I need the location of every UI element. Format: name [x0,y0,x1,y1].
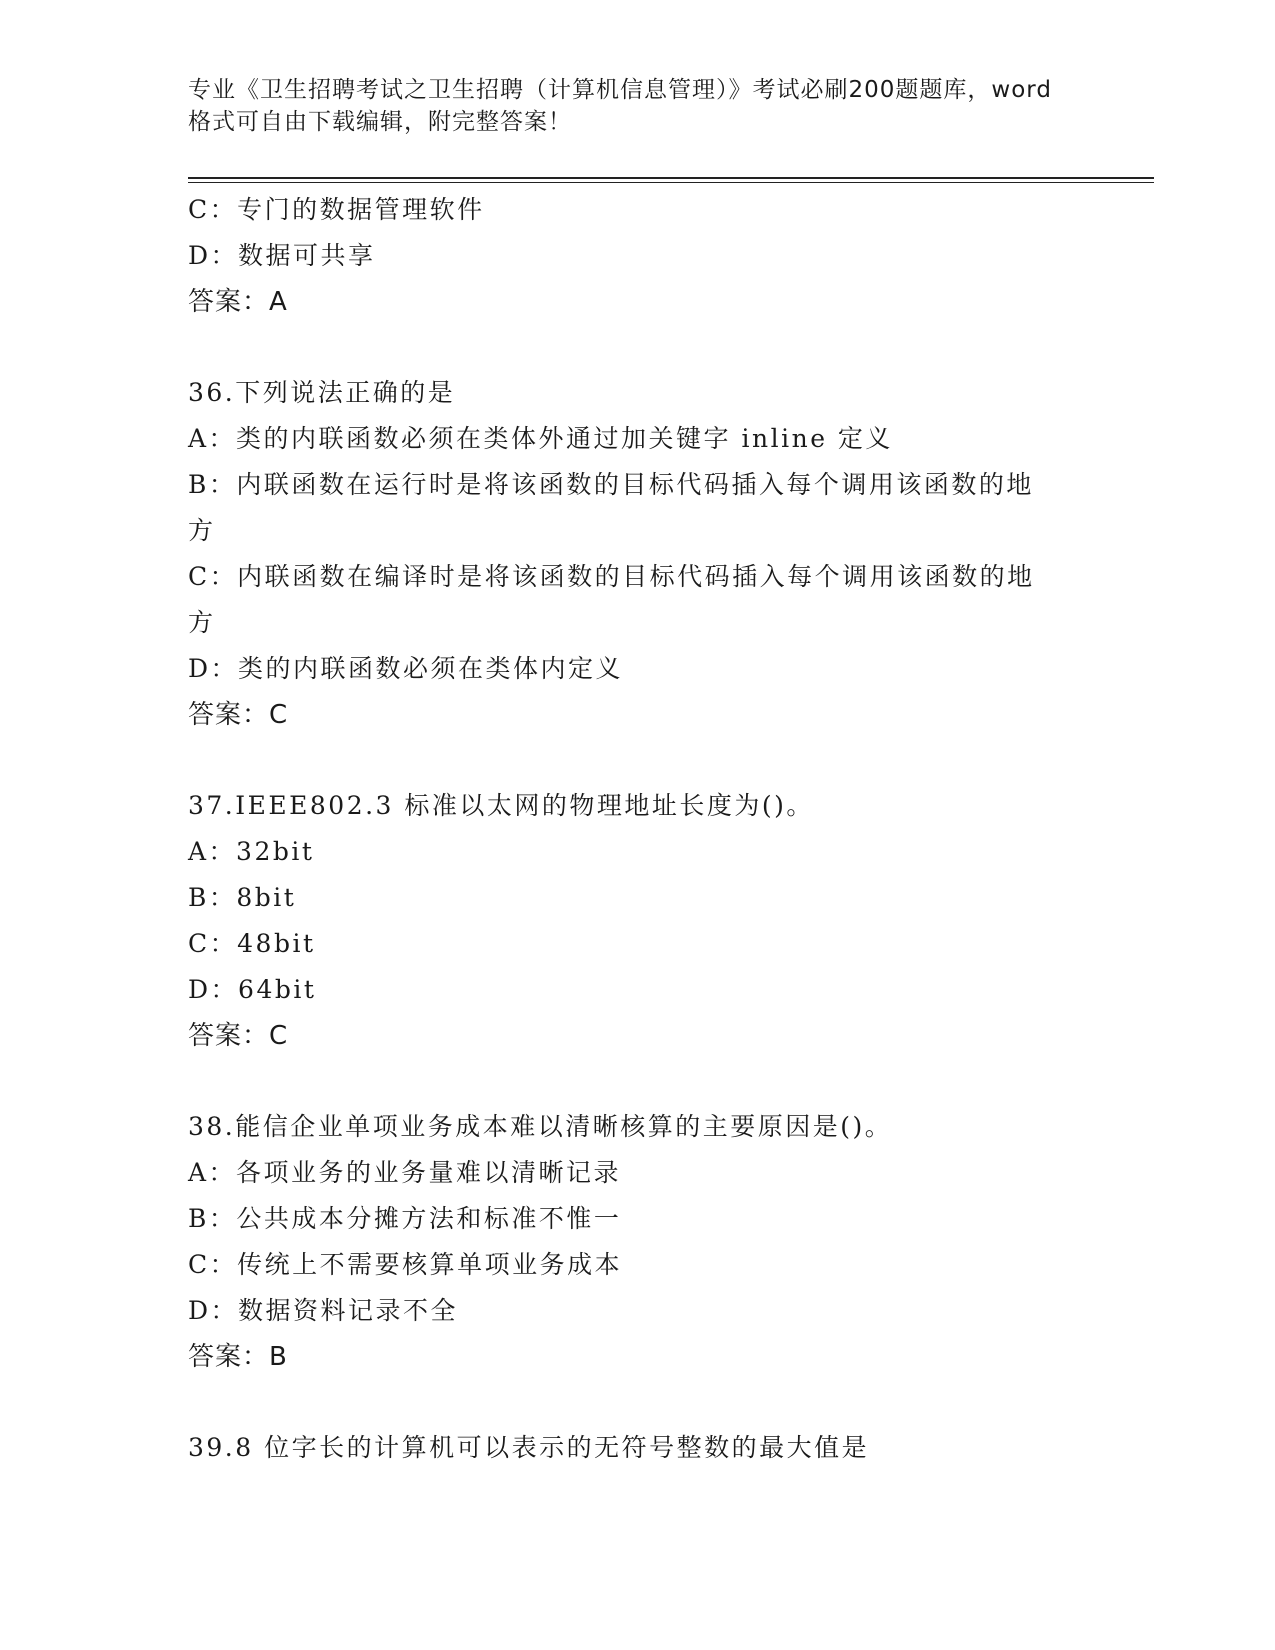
option-line: D：数据可共享 [188,241,376,270]
answer-line: 答案：C [188,700,289,730]
header-line-1: 专业《卫生招聘考试之卫生招聘（计算机信息管理）》考试必刷200题题库，word [188,77,1052,103]
question-stem: 37.IEEE802.3 标准以太网的物理地址长度为()。 [188,791,814,820]
header-divider-thin [188,182,1154,183]
answer-line: 答案：B [188,1342,288,1372]
option-line: C：专门的数据管理软件 [188,195,485,224]
spacer [188,1059,1088,1104]
option-line: C：传统上不需要核算单项业务成本 [188,1250,623,1279]
option-line-wrap: 方 [188,608,216,637]
question-block-continued [188,187,1088,325]
spacer [188,1380,1088,1425]
spacer [188,325,1088,370]
option-line: A：32bit [188,837,315,866]
option-line: D：64bit [188,975,317,1004]
answer-line: 答案：C [188,1021,289,1051]
option-line: A：各项业务的业务量难以清晰记录 [188,1158,622,1187]
option-line-wrap: 方 [188,516,216,545]
header-divider-thick [188,177,1154,179]
option-line: C：48bit [188,929,316,958]
option-line: B：公共成本分摊方法和标准不惟一 [188,1204,622,1233]
question-stem: 39.8 位字长的计算机可以表示的无符号整数的最大值是 [188,1433,870,1462]
option-line: A：类的内联函数必须在类体外通过加关键字 inline 定义 [188,424,893,453]
question-block-38 [188,1104,1088,1380]
question-block-36 [188,370,1088,738]
question-list [188,187,1088,1471]
question-block-37 [188,783,1088,1059]
option-line: B：8bit [188,883,297,912]
option-line: B：内联函数在运行时是将该函数的目标代码插入每个调用该函数的地 [188,470,1034,499]
question-stem: 38.能信企业单项业务成本难以清晰核算的主要原因是()。 [188,1112,893,1141]
question-block-39 [188,1425,1088,1471]
spacer [188,738,1088,783]
header-line-2: 格式可自由下载编辑，附完整答案！ [188,109,572,135]
answer-line: 答案：A [188,287,288,317]
page-header [188,74,1088,138]
option-line: D：数据资料记录不全 [188,1296,459,1325]
option-line: D：类的内联函数必须在类体内定义 [188,654,624,683]
option-line: C：内联函数在编译时是将该函数的目标代码插入每个调用该函数的地 [188,562,1035,591]
question-stem: 36.下列说法正确的是 [188,378,456,407]
